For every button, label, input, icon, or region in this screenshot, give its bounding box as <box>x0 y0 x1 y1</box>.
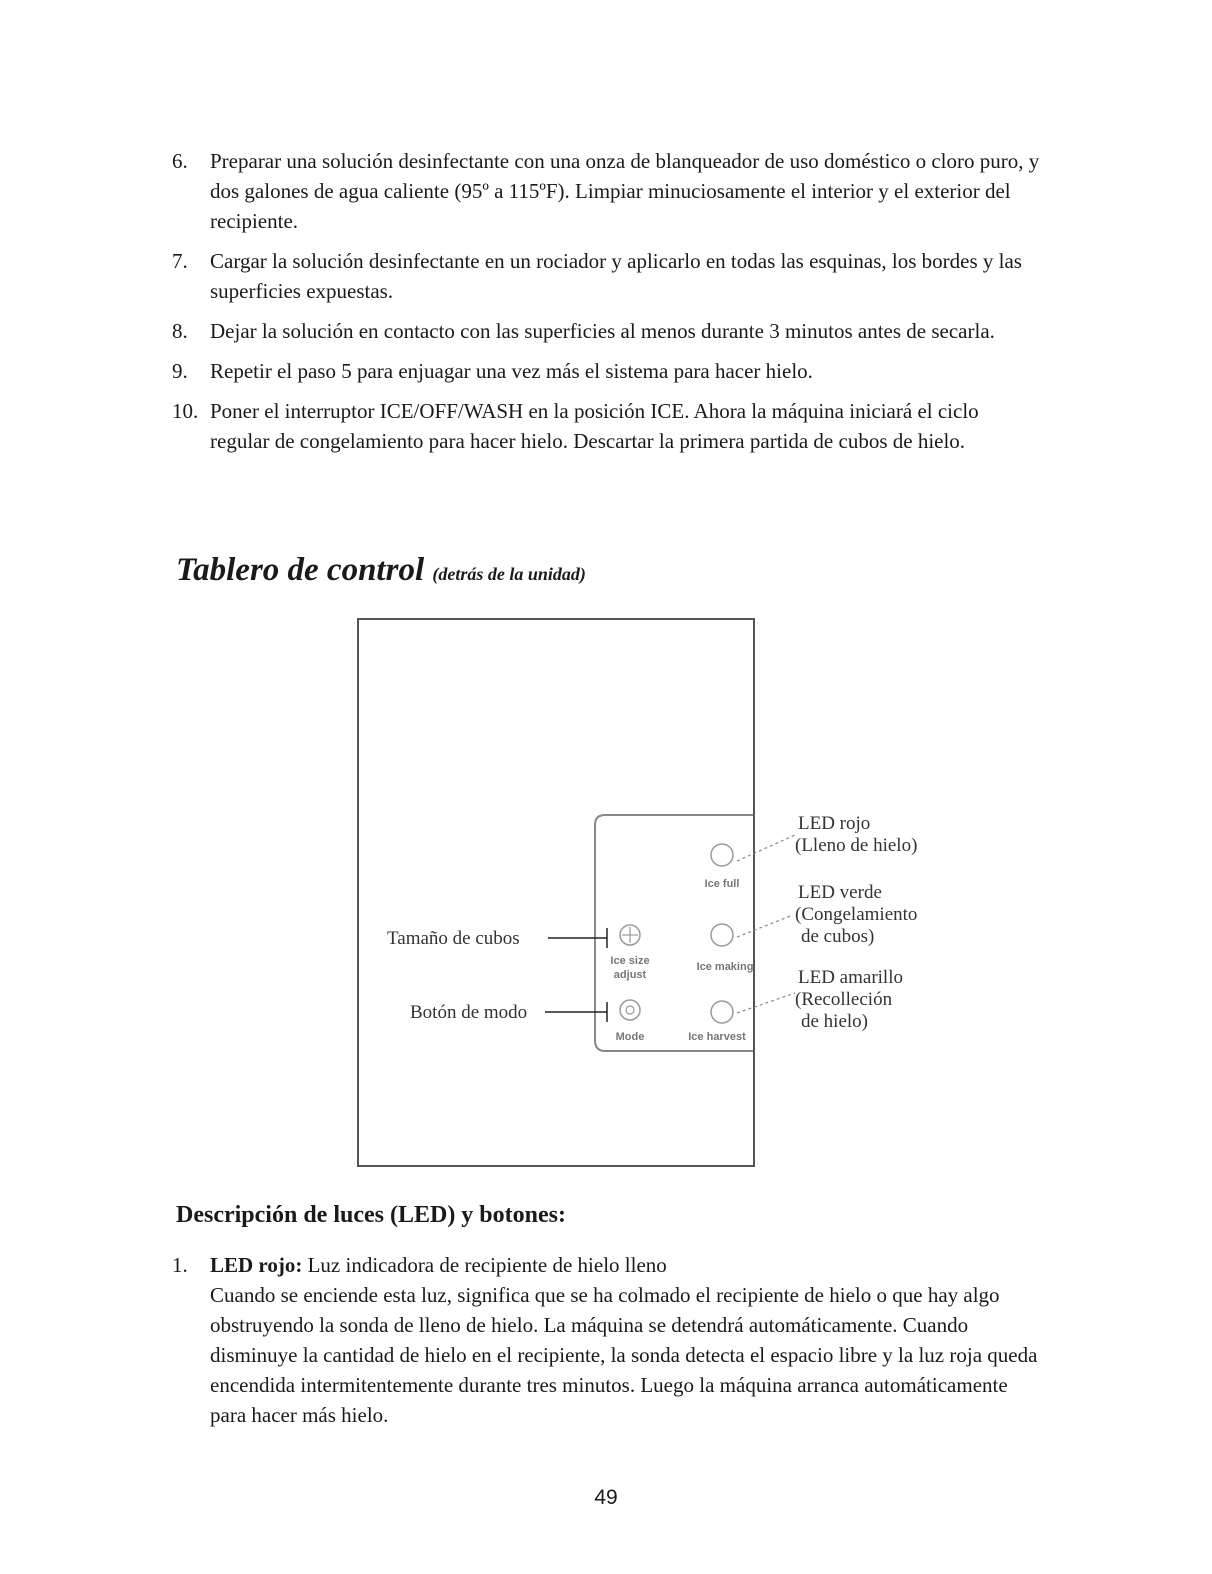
unit-back-outline <box>358 619 754 1166</box>
led-amarillo-desc-2: de hielo) <box>801 1011 869 1032</box>
panel-outline <box>595 815 753 1051</box>
control-panel-title-text: Tablero de control <box>176 552 425 588</box>
tamano-de-cubos-label: Tamaño de cubos <box>387 928 520 949</box>
led-green-icon <box>711 924 733 946</box>
led-verde-label: LED verde <box>798 882 882 903</box>
led-description-heading: Descripción de luces (LED) y botones: <box>176 1202 566 1228</box>
step-number: 9. <box>172 359 188 383</box>
ice-making-text: Ice making <box>696 961 754 973</box>
step-number: 10. <box>172 399 199 423</box>
led-yellow-leader <box>737 993 795 1013</box>
item-summary-line <box>210 1250 1042 1280</box>
step-number: 7. <box>172 249 188 273</box>
led-yellow-icon <box>711 1001 733 1023</box>
led-verde-desc-2: de cubos) <box>801 926 875 947</box>
led-verde-desc: (Congelamiento <box>795 904 918 925</box>
item-number: 1. <box>172 1253 188 1277</box>
mode-button-icon[interactable] <box>620 1000 640 1020</box>
led-green-leader <box>737 915 793 937</box>
control-panel-drawing <box>355 615 975 1175</box>
item-label: LED rojo: <box>210 1253 303 1277</box>
led-rojo-label: LED rojo <box>798 813 871 834</box>
step-number: 8. <box>172 319 188 343</box>
list-item <box>172 356 1042 386</box>
adjust-text: adjust <box>613 969 647 981</box>
item-text: Cuando se enciende esta luz, significa que se ha colmado el recipiente de hielo o que hay algo obstruyendo la sonda de lleno de hielo. La máquina se detendrá automáticamente. Cuando disminuye la cantidad de hielo en el recipiente, la sonda detecta el espacio libre y la luz roja queda encendida intermitentemente durante tres minutos. Luego la máquina arranca automáticamente para hacer más hielo. <box>210 1283 1038 1427</box>
list-item <box>172 146 1042 236</box>
list-item <box>172 246 1042 306</box>
item-body <box>210 1250 1042 1430</box>
control-panel-title <box>176 552 586 589</box>
led-amarillo-label: LED amarillo <box>798 967 903 988</box>
control-panel-diagram <box>355 615 975 1175</box>
led-red-icon <box>711 844 733 866</box>
control-panel-subtitle: (detrás de la unidad) <box>432 564 586 584</box>
step-text: Repetir el paso 5 para enjuagar una vez más el sistema para hacer hielo. <box>210 359 813 383</box>
step-text: Poner el interruptor ICE/OFF/WASH en la posición ICE. Ahora la máquina iniciará el ciclo regular de congelamiento para hacer hielo. Descartar la primera partida de cubos de hielo. <box>210 399 979 453</box>
led-rojo-desc: (Lleno de hielo) <box>795 835 918 856</box>
boton-de-modo-label: Botón de modo <box>410 1002 528 1023</box>
list-item <box>172 316 1042 346</box>
step-text: Dejar la solución en contacto con las superficies al menos durante 3 minutos antes de secarla. <box>210 319 995 343</box>
ice-full-text: Ice full <box>704 878 740 890</box>
ice-size-button-icon[interactable] <box>620 925 640 945</box>
led-amarillo-desc: (Recolleción <box>795 989 893 1010</box>
step-text: Preparar una solución desinfectante con una onza de blanqueador de uso doméstico o cloro puro, y dos galones de agua caliente (95º a 115ºF). Limpiar minuciosamente el interior y el exterior del recipiente. <box>210 149 1040 233</box>
steps-list <box>172 146 1042 466</box>
led-description-item <box>172 1250 1042 1430</box>
led-red-leader <box>737 835 795 861</box>
ice-size-text: Ice size <box>610 955 650 967</box>
step-text: Cargar la solución desinfectante en un rociador y aplicarlo en todas las esquinas, los bordes y las superficies expuestas. <box>210 249 1022 303</box>
item-summary: Luz indicadora de recipiente de hielo lleno <box>302 1253 667 1277</box>
list-item <box>172 396 1042 456</box>
mode-text: Mode <box>615 1031 645 1043</box>
step-number: 6. <box>172 149 188 173</box>
page-number: 49 <box>594 1486 618 1509</box>
ice-harvest-text: Ice harvest <box>688 1031 746 1043</box>
